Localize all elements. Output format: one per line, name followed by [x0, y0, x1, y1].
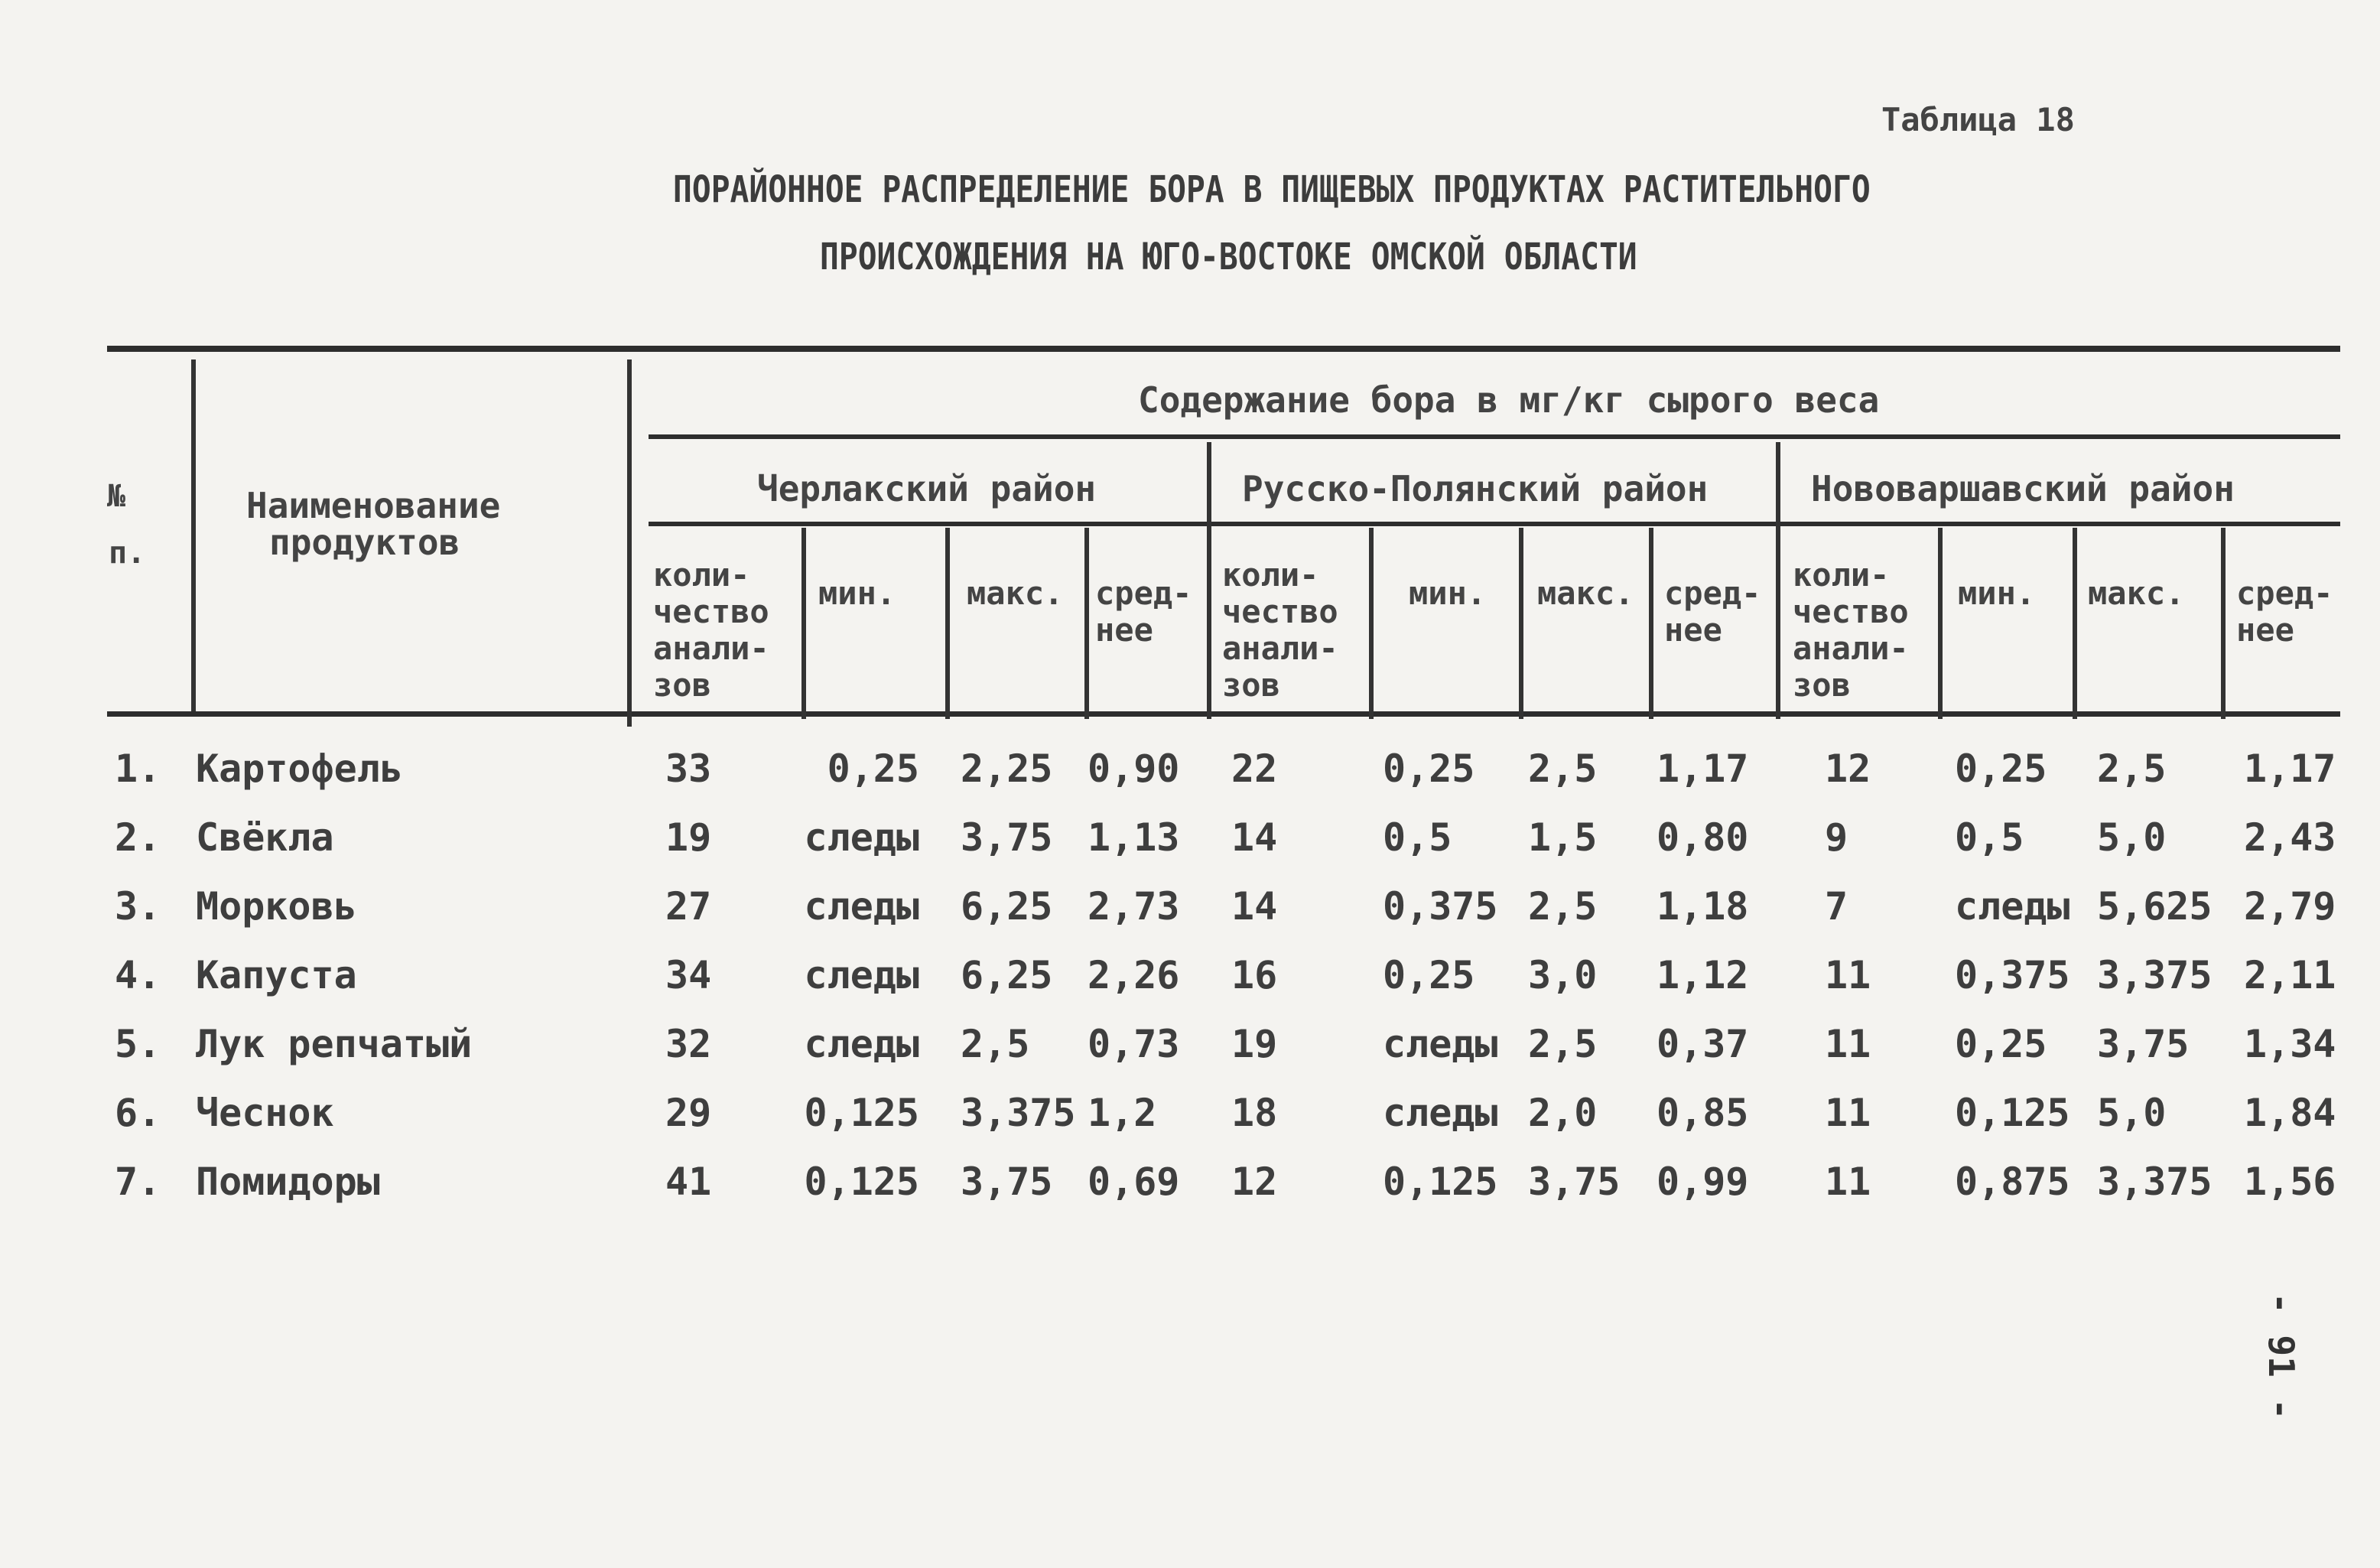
- table-cell: 1,5: [1528, 815, 1598, 860]
- sub-count-l2: чество: [1793, 593, 1909, 630]
- content-rule: [649, 434, 2340, 439]
- table-cell: 0,25: [827, 747, 919, 791]
- sub-count-l1: коли-: [1793, 556, 1890, 594]
- table-cell: 0,69: [1088, 1160, 1180, 1204]
- table-cell: 0,85: [1657, 1091, 1749, 1135]
- sub-count-l3: анали-: [653, 629, 769, 667]
- table-cell: 0,37: [1657, 1022, 1749, 1066]
- table-cell: 0,125: [1955, 1091, 2070, 1135]
- table-cell: 2,25: [961, 747, 1053, 791]
- row-number: 4.: [115, 953, 161, 997]
- table-cell: 0,125: [804, 1091, 919, 1135]
- title-line-2: ПРОИСХОЖДЕНИЯ НА ЮГО-ВОСТОКЕ ОМСКОЙ ОБЛАСТИ: [820, 236, 1637, 278]
- table-cell: 3,375: [2097, 1160, 2213, 1204]
- table-cell: 19: [665, 815, 712, 860]
- sub-rule-3c: [2221, 528, 2226, 719]
- table-cell: 14: [1231, 815, 1278, 860]
- sub-count-l4: зов: [653, 666, 711, 704]
- table-cell: 1,12: [1657, 953, 1749, 997]
- table-cell: 2,5: [1528, 747, 1598, 791]
- table-cell: 1,13: [1088, 815, 1180, 860]
- sub-count-l2: чество: [653, 593, 769, 630]
- table-cell: 0,375: [1383, 884, 1498, 929]
- sub-max: макс.: [1537, 574, 1634, 612]
- sub-count-l1: коли-: [653, 556, 750, 594]
- table-cell: следы: [1383, 1022, 1498, 1066]
- district-novovarshavsky: Нововаршавский район: [1811, 468, 2235, 509]
- product-name: Свёкла: [196, 815, 334, 860]
- sub-avg-l1: сред-: [1095, 574, 1192, 612]
- table-cell: 3,75: [961, 815, 1053, 860]
- row-number: 6.: [115, 1091, 161, 1135]
- table-cell: 2,0: [1528, 1091, 1598, 1135]
- district-cherlak: Черлакский район: [757, 468, 1097, 509]
- header-name-line2: продуктов: [269, 522, 460, 563]
- header-num-line1: №: [107, 479, 126, 514]
- sub-rule-1c: [1084, 528, 1089, 719]
- table-cell: 12: [1231, 1160, 1278, 1204]
- table-cell: 19: [1231, 1022, 1278, 1066]
- sub-max: макс.: [2088, 574, 2185, 612]
- table-cell: 1,17: [1657, 747, 1749, 791]
- col-rule-district-2: [1776, 442, 1780, 719]
- product-name: Чеснок: [196, 1091, 334, 1135]
- table-cell: 18: [1231, 1091, 1278, 1135]
- table-cell: 0,5: [1955, 815, 2024, 860]
- table-cell: 32: [665, 1022, 712, 1066]
- table-cell: 11: [1825, 1022, 1871, 1066]
- row-number: 3.: [115, 884, 161, 929]
- table-cell: 0,99: [1657, 1160, 1749, 1204]
- table-cell: 2,43: [2244, 815, 2336, 860]
- row-number: 5.: [115, 1022, 161, 1066]
- table-cell: следы: [804, 815, 919, 860]
- table-cell: 2,5: [2097, 747, 2167, 791]
- sub-max: макс.: [967, 574, 1064, 612]
- table-cell: 11: [1825, 953, 1871, 997]
- col-rule-name: [627, 359, 632, 727]
- table-cell: следы: [804, 884, 919, 929]
- product-name: Помидоры: [196, 1160, 380, 1204]
- sub-count-l3: анали-: [1222, 629, 1338, 667]
- table-cell: 11: [1825, 1091, 1871, 1135]
- sub-rule-2c: [1649, 528, 1653, 719]
- product-name: Капуста: [196, 953, 357, 997]
- table-cell: следы: [804, 1022, 919, 1066]
- col-rule-num: [191, 359, 196, 711]
- table-cell: 1,84: [2244, 1091, 2336, 1135]
- table-cell: 0,25: [1955, 747, 2047, 791]
- table-cell: 2,11: [2244, 953, 2336, 997]
- product-name: Морковь: [196, 884, 357, 929]
- table-cell: 2,5: [961, 1022, 1030, 1066]
- table-cell: 11: [1825, 1160, 1871, 1204]
- table-cell: 1,18: [1657, 884, 1749, 929]
- table-label: Таблица 18: [1881, 101, 2075, 138]
- sub-avg-l2: нее: [1095, 611, 1153, 649]
- table-cell: 0,125: [1383, 1160, 1498, 1204]
- table-cell: 12: [1825, 747, 1871, 791]
- page-number: - 91 -: [2261, 1293, 2302, 1420]
- table-cell: 5,625: [2097, 884, 2213, 929]
- district-russko-polyansky: Русско-Полянский район: [1242, 468, 1709, 509]
- table-cell: 16: [1231, 953, 1278, 997]
- product-name: Лук репчатый: [196, 1022, 473, 1066]
- product-name: Картофель: [196, 747, 403, 791]
- table-cell: 29: [665, 1091, 712, 1135]
- table-cell: 0,125: [804, 1160, 919, 1204]
- sub-min: мин.: [1409, 574, 1487, 612]
- table-cell: 3,375: [961, 1091, 1076, 1135]
- table-cell: 0,375: [1955, 953, 2070, 997]
- table-cell: 6,25: [961, 953, 1053, 997]
- sub-avg-l2: нее: [1664, 611, 1722, 649]
- table-cell: 3,75: [1528, 1160, 1621, 1204]
- table-cell: 3,0: [1528, 953, 1598, 997]
- table-cell: 1,34: [2244, 1022, 2336, 1066]
- sub-count-l4: зов: [1222, 666, 1280, 704]
- table-cell: 9: [1825, 815, 1848, 860]
- sub-count-l2: чество: [1222, 593, 1338, 630]
- table-cell: следы: [804, 953, 919, 997]
- table-cell: 2,26: [1088, 953, 1180, 997]
- row-number: 2.: [115, 815, 161, 860]
- table-cell: 22: [1231, 747, 1278, 791]
- sub-avg-l1: сред-: [1664, 574, 1761, 612]
- table-cell: следы: [1383, 1091, 1498, 1135]
- table-cell: 7: [1825, 884, 1848, 929]
- table-cell: 14: [1231, 884, 1278, 929]
- sub-min: мин.: [1958, 574, 2036, 612]
- sub-avg-l1: сред-: [2236, 574, 2333, 612]
- header-name-line1: Наименование: [246, 485, 501, 526]
- row-number: 7.: [115, 1160, 161, 1204]
- sub-rule-3b: [2073, 528, 2077, 719]
- table-cell: 2,79: [2244, 884, 2336, 929]
- table-cell: 3,75: [2097, 1022, 2190, 1066]
- table-cell: 3,375: [2097, 953, 2213, 997]
- table-cell: 3,75: [961, 1160, 1053, 1204]
- sub-rule-2b: [1519, 528, 1523, 719]
- sub-avg-l2: нее: [2236, 611, 2294, 649]
- table-cell: 1,2: [1088, 1091, 1157, 1135]
- sub-count-l1: коли-: [1222, 556, 1319, 594]
- sub-count-l4: зов: [1793, 666, 1851, 704]
- row-number: 1.: [115, 747, 161, 791]
- table-cell: 5,0: [2097, 815, 2167, 860]
- table-cell: 0,875: [1955, 1160, 2070, 1204]
- table-cell: 0,73: [1088, 1022, 1180, 1066]
- district-rule: [649, 522, 2340, 526]
- sub-min: мин.: [818, 574, 896, 612]
- table-cell: 34: [665, 953, 712, 997]
- table-cell: 6,25: [961, 884, 1053, 929]
- header-num-line2: п.: [109, 535, 146, 571]
- table-cell: 1,56: [2244, 1160, 2336, 1204]
- header-content: Содержание бора в мг/кг сырого веса: [1138, 379, 1880, 421]
- table-cell: 0,80: [1657, 815, 1749, 860]
- table-cell: 1,17: [2244, 747, 2336, 791]
- sub-rule-1a: [801, 528, 806, 719]
- table-cell: 0,25: [1383, 747, 1475, 791]
- table-cell: 33: [665, 747, 712, 791]
- table-cell: 0,25: [1955, 1022, 2047, 1066]
- table-top-rule: [107, 346, 2340, 352]
- table-cell: 0,90: [1088, 747, 1180, 791]
- header-bottom-rule: [107, 711, 2340, 717]
- table-cell: 2,5: [1528, 1022, 1598, 1066]
- sub-rule-1b: [945, 528, 950, 719]
- table-cell: 0,5: [1383, 815, 1452, 860]
- table-cell: 41: [665, 1160, 712, 1204]
- table-cell: следы: [1955, 884, 2070, 929]
- table-cell: 2,73: [1088, 884, 1180, 929]
- table-cell: 5,0: [2097, 1091, 2167, 1135]
- table-cell: 27: [665, 884, 712, 929]
- col-rule-district-1: [1207, 442, 1211, 719]
- title-line-1: ПОРАЙОННОЕ РАСПРЕДЕЛЕНИЕ БОРА В ПИЩЕВЫХ ПРОДУКТАХ РАСТИТЕЛЬНОГО: [673, 168, 1871, 211]
- table-cell: 0,25: [1383, 953, 1475, 997]
- sub-rule-2a: [1369, 528, 1374, 719]
- sub-rule-3a: [1938, 528, 1943, 719]
- sub-count-l3: анали-: [1793, 629, 1909, 667]
- table-cell: 2,5: [1528, 884, 1598, 929]
